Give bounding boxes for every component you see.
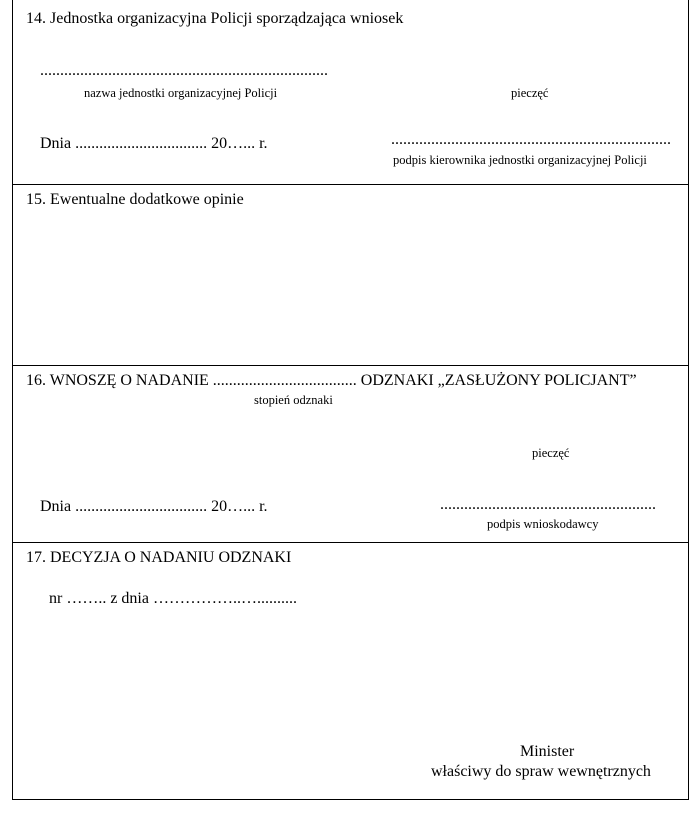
- unit-name-field: ........................................................................: [40, 62, 328, 79]
- date-field: Dnia ................................. 20…... r.: [40, 135, 268, 152]
- date-field: Dnia ................................. 20…... r.: [40, 498, 268, 515]
- stamp-label: pieczęć: [511, 86, 549, 100]
- grade-caption: stopień odznaki: [254, 393, 333, 407]
- section-16-title: 16. WNOSZĘ O NADANIE .................................... ODZNAKI „ZASŁUŻONY POLICJANT”: [26, 372, 637, 389]
- section-16: [13, 365, 688, 542]
- signature-caption: podpis wnioskodawcy: [487, 517, 599, 531]
- section-17-title: 17. DECYZJA O NADANIU ODZNAKI: [26, 549, 292, 566]
- section-15: [13, 184, 688, 365]
- application-form: [12, 0, 689, 800]
- unit-name-caption: nazwa jednostki organizacyjnej Policji: [84, 86, 278, 100]
- signature-caption: podpis kierownika jednostki organizacyjnej Policji: [393, 153, 647, 167]
- section-14-title: 14. Jednostka organizacyjna Policji sporządzająca wniosek: [26, 10, 404, 27]
- section-17: [13, 542, 688, 800]
- minister-scope: właściwy do spraw wewnętrznych: [431, 763, 651, 780]
- stamp-label: pieczęć: [532, 446, 570, 460]
- minister-title: Minister: [520, 743, 575, 760]
- signature-field: ......................................................................: [391, 131, 671, 148]
- decision-number-field: nr …….. z dnia ……………..…..........: [49, 590, 297, 607]
- section-14: [13, 0, 688, 184]
- signature-field: ......................................................: [440, 496, 656, 513]
- section-15-title: 15. Ewentualne dodatkowe opinie: [26, 191, 244, 208]
